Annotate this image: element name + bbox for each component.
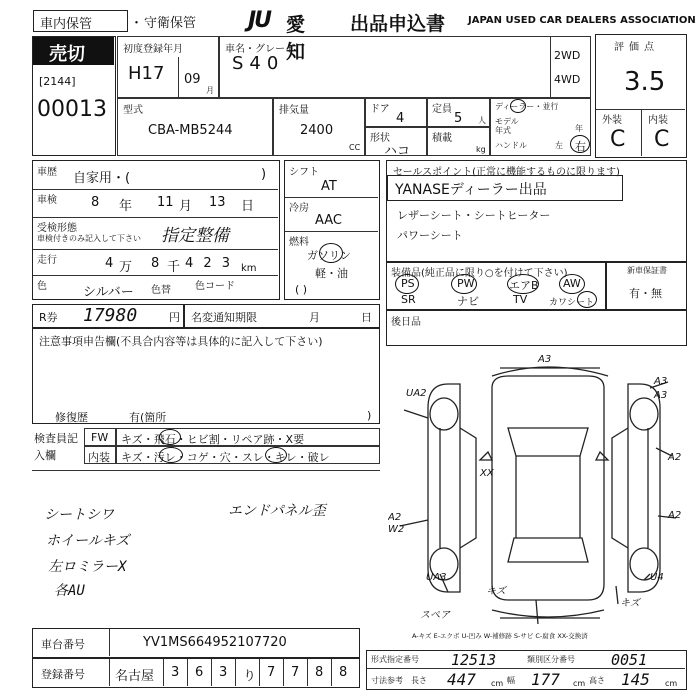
color-code-label: 色コード <box>195 281 235 292</box>
history-block <box>32 160 280 300</box>
handwritten-note-3: ホイールキズ <box>46 533 130 549</box>
option-seat: カワシート <box>549 298 595 308</box>
inspection-month-unit: 月 <box>179 199 193 214</box>
history-close: ) <box>261 167 267 182</box>
fuel-gasoline: ガソリン <box>307 249 351 262</box>
plate-label: 登録番号 <box>41 668 85 681</box>
rear-items-label: 後日品 <box>391 317 421 328</box>
length-label: 長さ <box>411 676 427 685</box>
damage-mark: A2 <box>668 510 682 521</box>
repair-label: 修復歴 <box>55 411 88 424</box>
tax-deadline-block <box>184 304 380 328</box>
fw-items-cell <box>116 428 380 446</box>
inspection-day-unit: 日 <box>241 199 255 214</box>
fw-label: FW <box>91 431 109 444</box>
tag-separator: ・ <box>130 16 144 31</box>
color-change-label: 色替 <box>151 285 171 296</box>
score-value: 3.5 <box>624 67 666 97</box>
options-label: 装備品(純正品に限り○を付けて下さい) <box>391 268 568 279</box>
damage-mark: A3 <box>654 376 668 387</box>
recycle-value: 17980 <box>83 305 138 326</box>
damage-mark: キズ <box>620 598 640 609</box>
inspector-block <box>32 426 380 466</box>
interior-stain-circle <box>159 447 183 463</box>
option-tv: TV <box>513 293 528 306</box>
drive-2wd: 2WD <box>554 49 581 62</box>
model-name-value: S40 <box>232 53 285 74</box>
length-unit: cm <box>491 679 504 688</box>
model-year-unit: 年 <box>575 124 583 133</box>
tag-indoor-storage-label: 車内保管 <box>40 17 93 32</box>
damage-mark: UA2 <box>406 388 427 399</box>
mileage-sen-unit: 千 <box>167 260 181 275</box>
options-block <box>386 262 606 310</box>
width-unit: cm <box>573 679 586 688</box>
model-name-cell <box>219 36 591 98</box>
class-code-label: 類別区分番号 <box>527 655 575 664</box>
car-damage-diagram <box>388 348 700 640</box>
plate-digit: 8 <box>315 665 324 680</box>
capacity-label: 定員 <box>432 104 452 115</box>
grade-box <box>595 34 687 158</box>
shape-cell <box>365 127 427 159</box>
displacement-cell <box>273 98 365 156</box>
lot-box <box>32 36 116 156</box>
handle-left: 左 <box>555 141 563 150</box>
warranty-label: 新車保証書 <box>627 266 667 275</box>
repair-close: ) <box>367 409 372 422</box>
handwritten-note-2: エンドパネル歪 <box>228 503 326 519</box>
length-value: 447 <box>447 670 476 689</box>
warranty-value: 有・無 <box>629 287 662 300</box>
height-unit: cm <box>665 679 678 688</box>
shift-ac-fuel-block <box>284 160 380 300</box>
association-name: JAPAN USED CAR DEALERS ASSOCIATION <box>468 15 696 26</box>
plate-digit: 8 <box>339 665 348 680</box>
option-airbag: エアB <box>509 279 539 292</box>
doors-cell <box>365 98 427 127</box>
height-value: 145 <box>621 670 650 689</box>
handle-right-circle <box>570 135 590 153</box>
acceptance-label: 受検形態 <box>37 223 77 234</box>
handwritten-note-1: シートシワ <box>44 507 114 523</box>
logo-text: 愛知 <box>286 14 306 63</box>
tax-deadline-month: 月 <box>309 311 320 324</box>
fw-chip-circle <box>159 429 181 445</box>
option-aw: AW <box>563 277 581 290</box>
width-value: 177 <box>531 670 560 689</box>
first-reg-month-unit: 月 <box>206 86 214 95</box>
type-label: 型式 <box>123 105 143 116</box>
sales-point-label: セールスポイント(正常に機能するものに限ります) <box>393 167 620 178</box>
damage-mark: A2 <box>388 512 402 523</box>
chassis-value: YV1MS664952107720 <box>143 635 287 650</box>
interior-label-cell <box>84 446 116 464</box>
option-navi: ナビ <box>457 295 479 308</box>
drive-4wd: 4WD <box>554 73 581 86</box>
sales-point-1: YANASEディーラー出品 <box>395 182 547 198</box>
mileage-label: 走行 <box>37 255 57 266</box>
mileage-unit: km <box>241 263 257 274</box>
type-value: CBA-MB5244 <box>148 123 233 138</box>
option-sr: SR <box>401 293 416 306</box>
mileage-rest: 4 2 3 <box>185 256 234 271</box>
fuel-diesel: 軽・油 <box>315 267 348 280</box>
ac-label: 冷房 <box>289 203 309 214</box>
interior-items-cell <box>116 446 380 464</box>
ju-logo-mark: JU <box>248 8 271 33</box>
model-code: 12513 <box>451 651 497 669</box>
first-reg-month: 09 <box>184 72 201 87</box>
damage-mark: UA3 <box>426 572 447 583</box>
inspection-year-unit: 年 <box>119 199 133 214</box>
plate-digit: 3 <box>171 665 180 680</box>
damage-mark: A2 <box>668 452 682 463</box>
height-label: 高さ <box>589 676 605 685</box>
dealer-label: ディーラー・並行 <box>495 102 559 111</box>
acceptance-value: 指定整備 <box>161 226 229 246</box>
diagram-legend: A-キズ E-エクボ U-凹み W-補修跡 S-サビ C-腐食 XX-交換済 <box>412 632 588 640</box>
repair-value: 有(箇所 <box>129 411 167 424</box>
form-title: 出品申込書 <box>350 13 446 35</box>
load-label: 積載 <box>432 133 452 144</box>
option-pw-circle <box>451 274 477 294</box>
fuel-label: 燃料 <box>289 237 309 248</box>
fw-items: キズ・飛石・ヒビ割・リペア跡・X要 <box>121 433 305 446</box>
rear-items-block <box>386 310 687 346</box>
model-name-label: 車名・グレード <box>225 44 295 55</box>
color-label: 色 <box>37 281 47 292</box>
model-code-label: 形式指定番号 <box>371 655 419 664</box>
inspection-label: 車検 <box>37 195 57 206</box>
mileage-sen: 8 <box>151 256 160 271</box>
interior-value: C <box>654 127 670 152</box>
plate-digit: 3 <box>219 665 228 680</box>
first-reg-cell <box>117 36 219 98</box>
damage-mark: A3 <box>538 354 552 365</box>
chassis-block <box>32 628 360 658</box>
dealer-cell <box>490 98 591 156</box>
sold-label: 売切 <box>49 44 85 65</box>
inspector-label: 検査員記入欄 <box>34 432 78 462</box>
notes-label: 注意事項申告欄(不具合内容等は具体的に記入して下さい) <box>39 335 323 348</box>
mileage-man: 4 <box>105 256 114 271</box>
lot-number: 00013 <box>37 97 107 122</box>
class-code: 0051 <box>611 651 648 669</box>
damage-mark: A3 <box>654 390 668 401</box>
handwritten-note-4: 左ロミラーX <box>48 559 127 575</box>
acceptance-note: 車検付きのみ記入して下さい <box>37 234 141 243</box>
interior-inspect-label: 内装 <box>88 451 110 464</box>
tax-deadline-label: 名変通知期限 <box>191 311 257 324</box>
fuel-gasoline-circle <box>319 243 343 263</box>
inspection-year: 8 <box>91 195 100 210</box>
displacement-label: 排気量 <box>279 105 309 116</box>
displacement-value: 2400 <box>300 123 334 138</box>
inspection-month: 11 <box>157 195 174 210</box>
history-value: 自家用・( <box>73 171 131 186</box>
interior-wear-circle <box>265 447 287 463</box>
plate-area: 名古屋 <box>115 669 155 684</box>
plate-digit: 7 <box>267 665 276 680</box>
interior-items: キズ・汚レ・コゲ・穴・スレ・キレ・破レ <box>121 451 330 464</box>
recycle-yen: 円 <box>169 311 180 324</box>
color-value: シルバー <box>83 285 134 300</box>
lot-code: [2144] <box>39 75 76 88</box>
model-year-label: モデル年式 <box>495 117 519 135</box>
tag-guard-storage <box>144 12 236 32</box>
shape-label: 形状 <box>370 133 390 144</box>
damage-mark: スペア <box>420 610 450 621</box>
first-reg-label: 初度登録年月 <box>123 44 183 55</box>
option-airbag-circle <box>507 274 539 294</box>
sold-badge <box>33 37 114 65</box>
plate-digit: 7 <box>291 665 300 680</box>
sales-point-3: パワーシート <box>397 229 463 242</box>
shift-value: AT <box>321 179 337 194</box>
doors-label: ドア <box>370 104 390 115</box>
handwritten-note-5: 各AU <box>54 583 85 599</box>
first-reg-era: H17 <box>128 63 165 84</box>
handle-label: ハンドル <box>495 141 527 150</box>
damage-mark: キズ <box>486 586 506 597</box>
score-label: 評価点 <box>614 42 659 53</box>
load-unit: kg <box>476 145 486 154</box>
plate-digit: 6 <box>195 665 204 680</box>
exterior-label: 外装 <box>602 115 622 126</box>
capacity-value: 5 <box>454 111 463 126</box>
capacity-unit: 人 <box>478 116 486 125</box>
recycle-label: R券 <box>39 311 58 324</box>
damage-mark: W2 <box>388 524 405 535</box>
option-aw-circle <box>559 274 585 294</box>
handle-right: 右 <box>575 140 586 153</box>
load-cell <box>427 127 490 156</box>
dealer-circle <box>510 99 526 113</box>
exterior-value: C <box>610 127 626 152</box>
option-ps-circle <box>395 274 419 294</box>
doors-value: 4 <box>396 111 405 126</box>
history-label: 車歴 <box>37 167 57 178</box>
shift-label: シフト <box>289 167 319 178</box>
type-cell <box>117 98 273 156</box>
tag-indoor-storage <box>33 10 128 32</box>
option-seat-circle <box>577 291 597 308</box>
damage-mark: XX <box>480 468 494 479</box>
notes-block <box>32 328 380 424</box>
option-pw: PW <box>457 277 475 290</box>
shape-value: ハコ <box>384 144 411 159</box>
fw-label-cell <box>84 428 116 446</box>
width-label: 幅 <box>507 676 515 685</box>
dims-label: 寸法参考 <box>371 676 403 685</box>
damage-mark: U4 <box>650 572 664 583</box>
option-ps: PS <box>401 277 415 290</box>
spec-block <box>366 650 687 690</box>
warranty-block <box>606 262 687 310</box>
inspection-day: 13 <box>209 195 226 210</box>
plate-digits <box>163 659 359 686</box>
fuel-other: ( ) <box>295 283 308 296</box>
interior-label: 内装 <box>648 115 668 126</box>
tag-guard-storage-label: 守衛保管 <box>144 16 197 31</box>
capacity-cell <box>427 98 490 127</box>
recycle-block <box>32 304 184 328</box>
plate-digit: り <box>243 669 257 684</box>
ac-value: AAC <box>315 213 342 228</box>
displacement-unit: CC <box>349 143 361 152</box>
plate-block <box>32 658 360 688</box>
sales-point-2: レザーシート・シートヒーター <box>397 209 551 222</box>
tax-deadline-day: 日 <box>361 311 372 324</box>
chassis-label: 車台番号 <box>41 638 85 651</box>
mileage-man-unit: 万 <box>119 260 133 275</box>
sales-point-block <box>386 160 687 262</box>
